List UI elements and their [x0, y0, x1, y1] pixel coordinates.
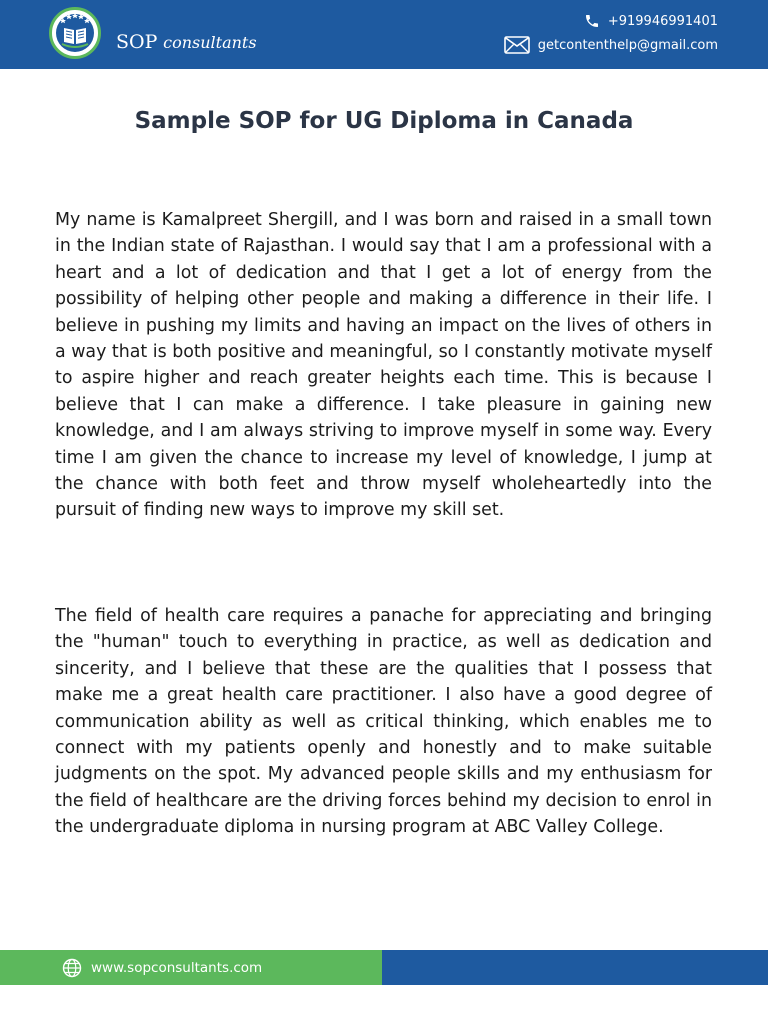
brand-sop: SOP	[116, 31, 158, 53]
phone-number: +919946991401	[607, 13, 718, 29]
book-stars-logo-icon	[49, 7, 101, 59]
envelope-icon	[504, 36, 530, 54]
footer-blue-band	[382, 950, 768, 985]
brand-name	[116, 30, 257, 55]
brand-consultants: consultants	[163, 33, 257, 52]
phone-icon	[584, 13, 600, 29]
footer-website-link[interactable]	[62, 958, 262, 978]
contact-phone[interactable]	[584, 13, 718, 29]
email-address: getcontenthelp@gmail.com	[537, 37, 718, 53]
globe-icon	[62, 958, 82, 978]
paragraph-2: The field of health care requires a panache for appreciating and bringing the "human" touch to everything in practice, as well as dedication and sincerity, and I believe that these are the qualities that I possess that make me a great health care practitioner. I also have a good degree of communication ability as well as critical thinking, which enables me to connect with my patients openly and honestly and to make suitable judgments on the spot. My advanced people skills and my enthusiasm for the field of healthcare are the driving forces behind my decision to enrol in the undergraduate diploma in nursing program at ABC Valley College.	[55, 606, 712, 838]
contact-email[interactable]	[504, 36, 718, 54]
document-title: Sample SOP for UG Diploma in Canada	[134, 108, 634, 134]
header-bar	[0, 0, 768, 69]
website-url: www.sopconsultants.com	[91, 960, 263, 976]
paragraph-1: My name is Kamalpreet Shergill, and I was born and raised in a small town in the Indian state of Rajasthan. I would say that I am a professional with a heart and a lot of dedication and that I get a lot of energy from the possibility of helping other people and making a difference in their life. I believe in pushing my limits and having an impact on the lives of others in a way that is both positive and meaningful, so I constantly motivate myself to aspire higher and reach greater heights each time. This is because I believe that I can make a difference. I take pleasure in gaining new knowledge, and I am always striving to improve myself in some way. Every time I am given the chance to increase my level of knowledge, I jump at the chance with both feet and throw myself wholeheartedly into the pursuit of finding new ways to improve my skill set.	[55, 210, 712, 521]
